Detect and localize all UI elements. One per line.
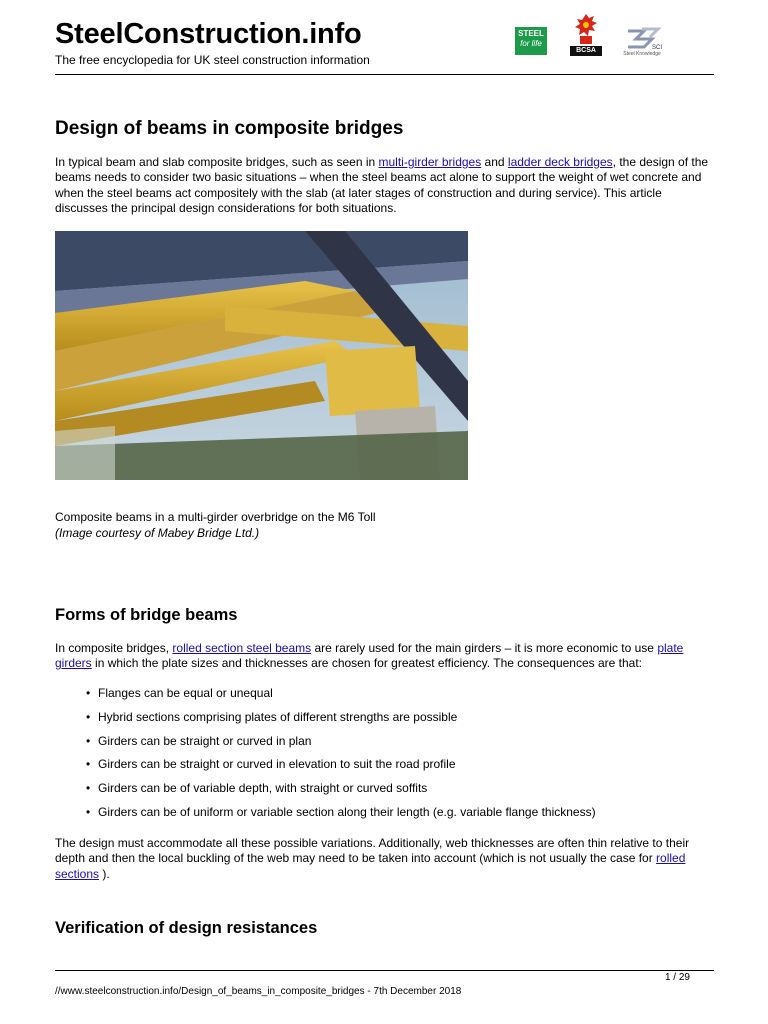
steel-logo-word: STEEL bbox=[518, 29, 544, 38]
header-divider bbox=[55, 74, 714, 75]
plate-girders-link[interactable]: plate girders bbox=[55, 641, 684, 671]
for-life-logo-word: for life bbox=[520, 39, 542, 48]
intro-text-1: In typical beam and slab composite bridges, such as seen in bbox=[55, 155, 379, 169]
list-item: • Girders can be straight or curved in plan bbox=[55, 734, 596, 758]
footer-divider bbox=[55, 970, 714, 971]
steel-for-life-logo bbox=[515, 27, 547, 55]
section-heading-verification: Verification of design resistances bbox=[55, 919, 318, 937]
figure-caption bbox=[55, 509, 376, 541]
list-item: • Flanges can be equal or unequal bbox=[55, 686, 596, 710]
forms-text-2: are rarely used for the main girders – it is more economic to use bbox=[311, 641, 658, 655]
ladder-deck-bridges-link[interactable]: ladder deck bridges bbox=[507, 155, 613, 169]
sci-logo-subtitle: Steel Knowledge bbox=[623, 51, 661, 57]
forms-text-1: In composite bridges, bbox=[55, 641, 173, 655]
forms-text-3: in which the plate sizes and thicknesses are chosen for greatest efficiency. The consequences are that: bbox=[91, 656, 643, 671]
intro-paragraph bbox=[55, 155, 715, 216]
article-title: Design of beams in composite bridges bbox=[55, 118, 404, 139]
list-item: • Girders can be of variable depth, with straight or curved soffits bbox=[55, 781, 596, 805]
closing-text-1: The design must accommodate all these possible variations. Additionally, web thicknesses are often thin relative to their depth and then the local buckling of the web may need to be taken into account (which is not usually the case for bbox=[55, 836, 690, 866]
multi-girder-bridges-link[interactable]: multi-girder bridges bbox=[378, 155, 482, 169]
rolled-section-steel-beams-link[interactable]: rolled section steel beams bbox=[172, 641, 312, 655]
site-tagline: The free encyclopedia for UK steel construction information bbox=[55, 53, 370, 67]
intro-text-2: and bbox=[481, 155, 508, 169]
sci-mark-icon bbox=[622, 27, 662, 51]
closing-paragraph bbox=[55, 836, 715, 882]
partner-logos bbox=[512, 12, 716, 60]
site-title: SteelConstruction.info bbox=[55, 18, 362, 50]
closing-text-2: ). bbox=[99, 866, 110, 881]
bullet-list bbox=[55, 686, 596, 829]
sci-logo-letters: SCI bbox=[652, 45, 662, 51]
list-item: • Girders can be straight or curved in elevation to suit the road profile bbox=[55, 757, 596, 781]
sci-logo bbox=[622, 27, 662, 59]
rolled-sections-link[interactable]: rolled sections bbox=[55, 851, 686, 881]
bridge-photo bbox=[55, 231, 468, 480]
list-item: • Girders can be of uniform or variable section along their length (e.g. variable flange thickness) bbox=[55, 805, 596, 829]
composite-beams-photo bbox=[55, 231, 468, 480]
forms-paragraph bbox=[55, 641, 715, 672]
bcsa-crest-icon bbox=[570, 12, 602, 48]
list-item: • Hybrid sections comprising plates of different strengths are possible bbox=[55, 710, 596, 734]
caption-credit: (Image courtesy of Mabey Bridge Ltd.) bbox=[55, 526, 260, 540]
page-number: 1 / 29 bbox=[664, 972, 690, 983]
caption-text: Composite beams in a multi-girder overbridge on the M6 Toll bbox=[55, 510, 376, 524]
footer-url: //www.steelconstruction.info/Design_of_beams_in_composite_bridges - 7th December 2018 bbox=[55, 986, 462, 997]
section-heading-forms: Forms of bridge beams bbox=[55, 606, 238, 624]
bcsa-logo bbox=[570, 12, 602, 56]
bcsa-logo-label: BCSA bbox=[570, 46, 602, 56]
intro-text-3: , the design of the beams needs to consider two basic situations – when the steel beams act alone to support the weight of wet concrete and when the steel beams act compositely with the slab (at later stages of construction and during service). This article discusses the principal design considerations for both situations. bbox=[55, 155, 709, 215]
